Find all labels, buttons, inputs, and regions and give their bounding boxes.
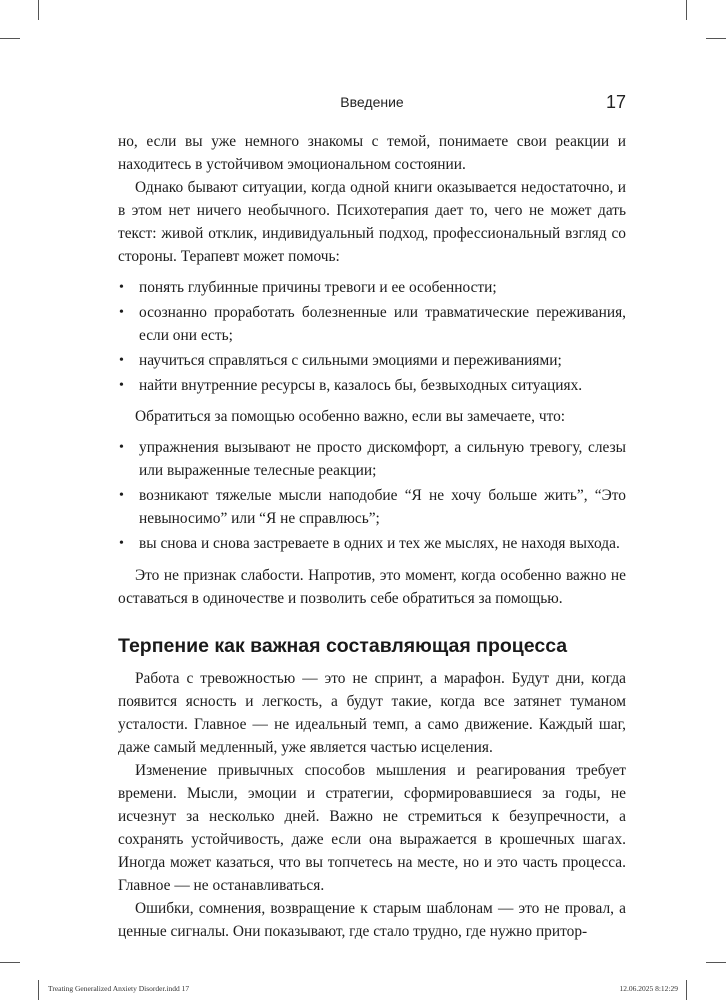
paragraph-7: Ошибки, сомнения, возвращение к старым шаблонам — это не провал, а ценные сигналы. Они показывают, где стало трудно, где нужно притор- (118, 900, 626, 940)
help-list (118, 276, 626, 397)
bullet-icon: • (119, 536, 124, 551)
list-item (118, 301, 626, 347)
list-item (118, 484, 626, 530)
bullet-icon: • (119, 353, 124, 368)
page-number: 17 (605, 92, 626, 112)
list-item-text: осознанно проработать болезненные или травматические переживания, если они есть; (139, 304, 626, 344)
warning-signs-list (118, 436, 626, 555)
list-item-text: упражнения вызывают не просто дискомфорт, а сильную тревогу, слезы или выраженные телесные реакции; (139, 439, 626, 479)
crop-mark-top-left (38, 0, 39, 20)
paragraph-6: Изменение привычных способов мышления и реагирования требует времени. Мысли, эмоции и стратегии, сформировавшиеся за годы, не исчезнут за несколько дней. Важно не стремиться к безупречности, а сохранять устойчивость, даже если она выражается в крошечных шагах. Иногда может казаться, что вы топчетесь на месте, но и это часть процесса. Главное — не останавливаться. (118, 762, 626, 894)
bullet-icon: • (119, 488, 124, 503)
crop-mark-bottom-left (38, 980, 39, 1000)
running-head-title: Введение (340, 94, 404, 110)
list-item-text: научиться справляться с сильными эмоциями и переживаниями; (139, 352, 562, 369)
bullet-icon: • (119, 280, 124, 295)
crop-mark-left-bottom (0, 962, 20, 963)
list-item (118, 374, 626, 397)
list-item-text: возникают тяжелые мысли наподобие “Я не хочу больше жить”, “Это невыносимо” или “Я не справлюсь”; (139, 487, 626, 527)
paragraph-1: но, если вы уже немного знакомы с темой, понимаете свои реакции и находитесь в устойчивом эмоциональном состоянии. (118, 133, 626, 173)
list-item (118, 532, 626, 555)
list-item (118, 349, 626, 372)
paragraph-5: Работа с тревожностью — это не спринт, а марафон. Будут дни, когда появится ясность и легкость, а будут такие, когда все затянет туманом усталости. Главное — не идеальный темп, а само движение. Каждый шаг, даже самый медленный, уже является частью исцеления. (118, 670, 626, 756)
list-item-text: вы снова и снова застреваете в одних и тех же мыслях, не находя выхода. (139, 535, 620, 552)
bullet-icon: • (119, 378, 124, 393)
crop-mark-left-top (0, 38, 20, 39)
slug-datetime: 12.06.2025 8:12:29 (619, 984, 678, 993)
bullet-icon: • (119, 440, 124, 455)
list-item-text: найти внутренние ресурсы в, казалось бы, безвыходных ситуациях. (139, 377, 583, 394)
list-item-text: понять глубинные причины тревоги и ее особенности; (139, 279, 497, 296)
crop-mark-right-bottom (706, 962, 726, 963)
bullet-icon: • (119, 305, 124, 320)
page-body (118, 130, 626, 943)
paragraph-2: Однако бывают ситуации, когда одной книги оказывается недостаточно, и в этом нет ничего необычного. Психотерапия дает то, чего не может дать текст: живой отклик, индивидуальный подход, профессиональный взгляд со стороны. Терапевт может помочь: (118, 179, 626, 265)
section-heading: Терпение как важная составляющая процесса (118, 635, 568, 657)
crop-mark-right-top (706, 38, 726, 39)
crop-mark-top-right (686, 0, 687, 20)
list-item (118, 276, 626, 299)
paragraph-4: Это не признак слабости. Напротив, это момент, когда особенно важно не оставаться в одиночестве и позволить себе обратиться за помощью. (118, 567, 626, 607)
running-head (118, 94, 626, 114)
list-item (118, 436, 626, 482)
slug-file-info: Treating Generalized Anxiety Disorder.indd 17 (48, 984, 190, 993)
crop-mark-bottom-right (686, 980, 687, 1000)
paragraph-3: Обратиться за помощью особенно важно, если вы замечаете, что: (135, 408, 566, 425)
